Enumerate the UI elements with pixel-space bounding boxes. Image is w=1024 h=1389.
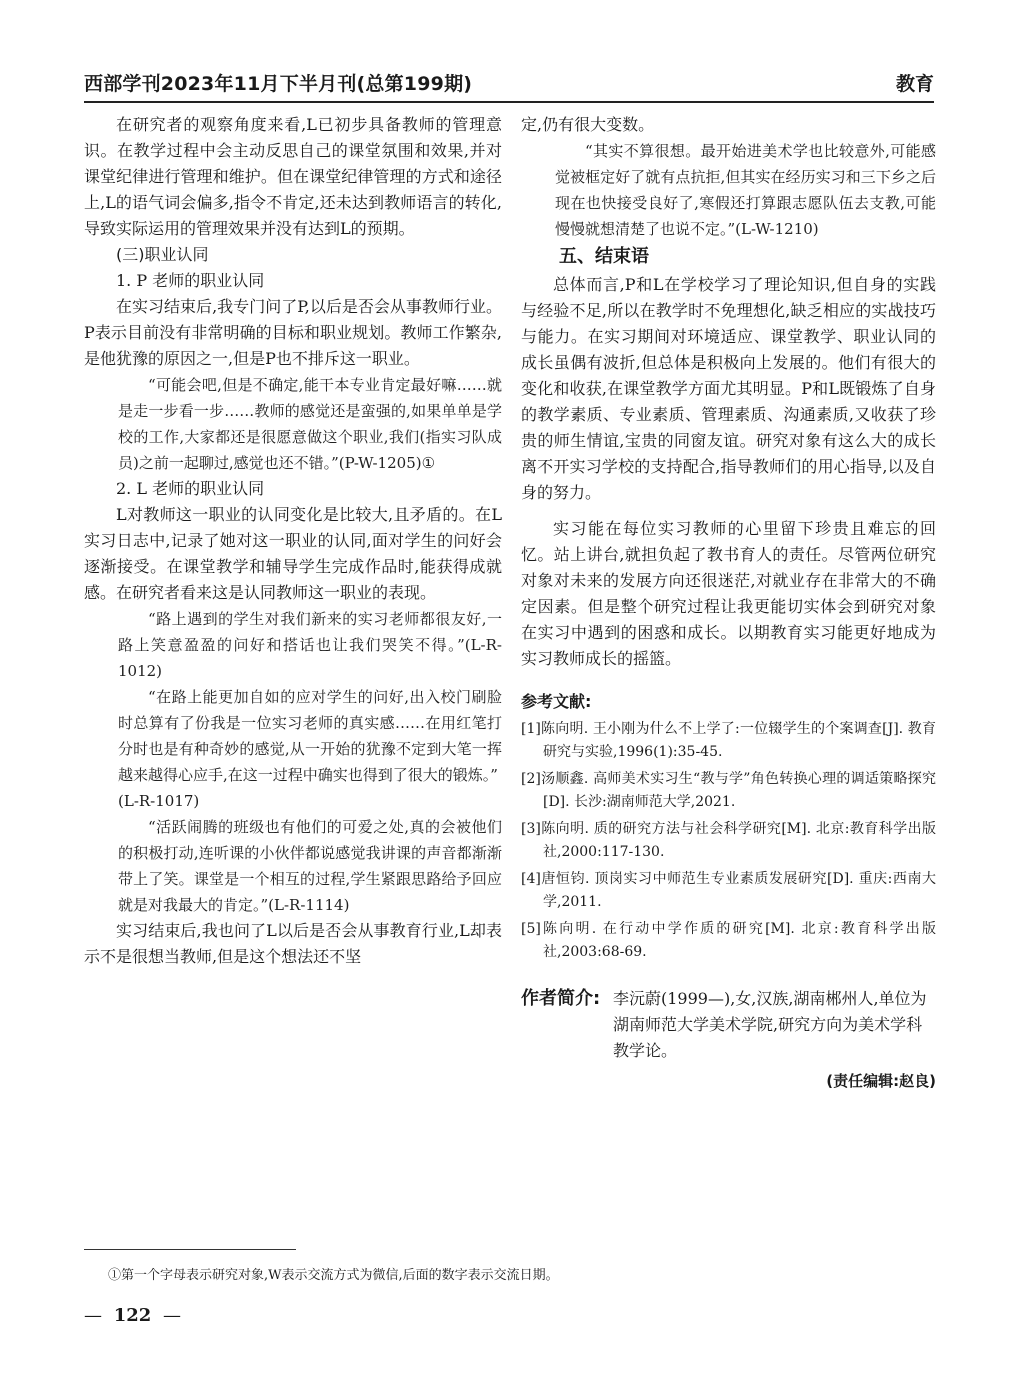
- paragraph-continuation: 定,仍有很大变数。: [521, 115, 655, 134]
- paragraph: L对教师这一职业的认同变化是比较大,且矛盾的。在L实习日志中,记录了她对这一职业的认同,面对学生的问好会逐渐接受。在课堂教学和辅导学生完成作品时,能获得成就感。在研究者看来这是认同教师这一职业的表现。: [84, 505, 502, 602]
- page-number: [84, 1302, 181, 1330]
- references-title: 参考文献:: [521, 692, 592, 711]
- paragraph: 总体而言,P和L在学校学习了理论知识,但自身的实践与经验不足,所以在教学时不免理想化,缺乏相应的实战技巧与能力。在实习期间对环境适应、课堂教学、职业认同的成长虽偶有波折,但总体是积极向上发展的。他们有很大的变化和收获,在课堂教学方面尤其明显。P和L既锻炼了自身的教学素质、专业素质、管理素质、沟通素质,又收获了珍贵的师生情谊,宝贵的同窗友谊。研究对象有这么大的成长离不开实习学校的支持配合,指导教师们的用心指导,以及自身的努力。: [521, 275, 936, 502]
- running-header: [84, 70, 934, 100]
- right-column: [521, 112, 936, 1094]
- journal-title: 西部学刊2023年11月下半月刊(总第199期): [84, 73, 473, 95]
- footnote-rule: [84, 1249, 296, 1250]
- interview-quote: “可能会吧,但是不确定,能干本专业肯定最好嘛……就是走一步看一步……教师的感觉还是蛮强的,如果单单是学校的工作,大家都还是很愿意做这个职业,我们(指实习队成员)之前一起聊过,感觉也还不错。”(P-W-1205)①: [118, 376, 502, 472]
- reference-item: [1]陈向明. 王小刚为什么不上学了:一位辍学生的个案调查[J]. 教育研究与实验,1996(1):35-45.: [521, 721, 936, 760]
- author-bio-text: 李沅蔚(1999—),女,汉族,湖南郴州人,单位为湖南师范大学美术学院,研究方向为美术学科教学论。: [613, 989, 927, 1060]
- reference-item: [3]陈向明. 质的研究方法与社会科学研究[M]. 北京:教育科学出版社,2000:117-130.: [521, 821, 936, 860]
- page-dash-left: —: [84, 1305, 102, 1326]
- quote-reference: (L-R-1017): [118, 792, 200, 810]
- paragraph: 实习结束后,我也问了L以后是否会从事教育行业,L却表示不是很想当教师,但是这个想法还不坚: [84, 921, 502, 966]
- responsible-editor: (责任编辑:赵良): [826, 1072, 936, 1090]
- paragraph: 在实习结束后,我专门问了P,以后是否会从事教师行业。P表示目前没有非常明确的目标和职业规划。教师工作繁杂,是他犹豫的原因之一,但是P也不排斥这一职业。: [84, 297, 502, 368]
- reference-item: [5]陈向明. 在行动中学作质的研究[M]. 北京:教育科学出版社,2003:68-69.: [521, 921, 936, 960]
- subheading-p-identity: 1. P 老师的职业认同: [116, 271, 265, 290]
- reference-item: [2]汤顺鑫. 高师美术实习生“教与学”角色转换心理的调适策略探究[D]. 长沙:湖南师范大学,2021.: [521, 771, 936, 810]
- footnote: ①第一个字母表示研究对象,W表示交流方式为微信,后面的数字表示交流日期。: [108, 1268, 559, 1283]
- author-bio: [521, 986, 936, 1064]
- header-rule: [84, 101, 934, 103]
- reference-item: [4]唐恒钧. 顶岗实习中师范生专业素质发展研究[D]. 重庆:西南大学,2011.: [521, 871, 936, 910]
- page-dash-right: —: [163, 1305, 182, 1326]
- section-name: 教育: [895, 73, 934, 95]
- subheading-l-identity: 2. L 老师的职业认同: [116, 479, 265, 498]
- author-bio-label: 作者简介:: [521, 988, 601, 1009]
- interview-quote: “其实不算很想。最开始进美术学也比较意外,可能感觉被框定好了就有点抗拒,但其实在经历实习和三下乡之后现在也快接受良好了,寒假还打算跟志愿队伍去支教,可能慢慢就想清楚了也说不定。”(L-W-1210): [555, 142, 936, 238]
- left-column: [84, 112, 502, 970]
- journal-quote: “路上遇到的学生对我们新来的实习老师都很友好,一路上笑意盈盈的问好和搭话也让我们哭笑不得。”(L-R-1012): [118, 610, 502, 680]
- journal-quote: “活跃闹腾的班级也有他们的可爱之处,真的会被他们的积极打动,连听课的小伙伴都说感觉我讲课的声音都渐渐带上了笑。课堂是一个相互的过程,学生紧跟思路给予回应就是对我最大的肯定。”(L-R-1114): [118, 818, 502, 914]
- section-heading-5: 五、结束语: [559, 246, 649, 267]
- paragraph: 在研究者的观察角度来看,L已初步具备教师的管理意识。在教学过程中会主动反思自己的课堂氛围和效果,并对课堂纪律进行管理和维护。但在课堂纪律管理的方式和途径上,L的语气词会偏多,指令不肯定,还未达到教师语言的转化,导致实际运用的管理效果并没有达到L的预期。: [84, 115, 502, 238]
- paragraph: 实习能在每位实习教师的心里留下珍贵且难忘的回忆。站上讲台,就担负起了教书育人的责任。尽管两位研究对象对未来的发展方向还很迷茫,对就业存在非常大的不确定因素。但是整个研究过程让我更能切实体会到研究对象在实习中遇到的困惑和成长。以期教育实习能更好地成为实习教师成长的摇篮。: [521, 519, 936, 668]
- section-heading-3: (三)职业认同: [116, 245, 209, 264]
- journal-quote: “在路上能更加自如的应对学生的问好,出入校门刷脸时总算有了份我是一位实习老师的真实感……在用红笔打分时也是有种奇妙的感觉,从一开始的犹豫不定到大笔一挥越来越得心应手,在这一过程中确实也得到了很大的锻炼。”: [118, 688, 502, 784]
- page-number-value: 122: [113, 1305, 152, 1326]
